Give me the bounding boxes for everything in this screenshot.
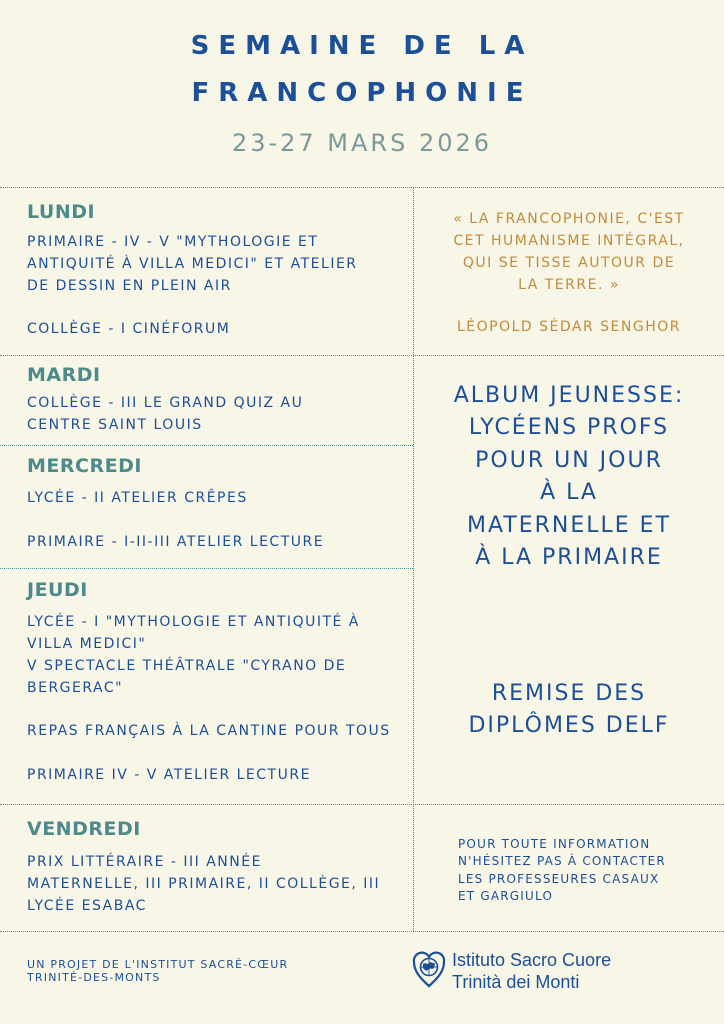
globe-heart-icon xyxy=(412,948,446,988)
mardi-line-1: COLLÈGE - III LE GRAND QUIZ AU xyxy=(27,395,304,411)
divider-mardi-mercredi xyxy=(0,445,413,446)
divider-mercredi-jeudi xyxy=(0,568,413,569)
footer-project-line-1: UN PROJET DE L'INSTITUT SACRÉ-CŒUR xyxy=(27,958,289,971)
divider-footer xyxy=(0,931,724,932)
album-line-5: MATERNELLE ET xyxy=(466,513,672,538)
jeudi-line-3: V SPECTACLE THÉÂTRALE "CYRANO DE xyxy=(27,658,347,674)
delf-line-2: DIPLÔMES DELF xyxy=(468,713,670,738)
footer-project-line-2: TRINITÉ-DES-MONTS xyxy=(27,971,161,984)
lundi-line-1: PRIMAIRE - IV - V "MYTHOLOGIE ET xyxy=(27,234,319,250)
info-line-1: POUR TOUTE INFORMATION xyxy=(458,837,651,851)
quote-author: LÉOPOLD SÉDAR SENGHOR xyxy=(456,319,681,335)
lundi-line-4: COLLÈGE - I CINÉFORUM xyxy=(27,321,231,337)
vendredi-line-2: MATERNELLE, III PRIMAIRE, II COLLÈGE, III xyxy=(27,876,381,892)
delf-line-1: REMISE DES xyxy=(491,681,647,706)
quote-line-4: LA TERRE. » xyxy=(518,277,620,293)
album-line-1: ALBUM JEUNESSE: xyxy=(453,383,685,408)
day-heading-jeudi: JEUDI xyxy=(27,579,88,601)
event-dates: 23-27 MARS 2026 xyxy=(231,129,493,157)
mardi-line-2: CENTRE SAINT LOUIS xyxy=(27,417,203,433)
vendredi-line-3: LYCÉE ESABAC xyxy=(27,898,147,914)
day-heading-mercredi: MERCREDI xyxy=(27,455,142,477)
logo-subtitle: Trinità dei Monti xyxy=(452,972,580,992)
jeudi-line-5: REPAS FRANÇAIS À LA CANTINE POUR TOUS xyxy=(27,723,391,739)
quote-line-2: CET HUMANISME INTÉGRAL, xyxy=(453,233,685,249)
divider-top xyxy=(0,187,724,188)
page-title-line2: FRANCOPHONIE xyxy=(191,78,533,108)
album-line-4: À LA xyxy=(540,480,598,505)
album-line-6: À LA PRIMAIRE xyxy=(475,545,663,570)
divider-jeudi-vendredi xyxy=(0,804,724,805)
jeudi-line-2: VILLA MEDICI" xyxy=(27,636,147,652)
quote-line-1: « LA FRANCOPHONIE, C'EST xyxy=(453,211,685,227)
album-line-3: POUR UN JOUR xyxy=(475,448,663,473)
divider-lundi-mardi xyxy=(0,355,724,356)
day-heading-vendredi: VENDREDI xyxy=(27,818,141,840)
day-heading-lundi: LUNDI xyxy=(27,201,96,223)
page-title-line1: SEMAINE DE LA xyxy=(190,31,534,61)
lundi-line-2: ANTIQUITÉ À VILLA MEDICI" ET ATELIER xyxy=(27,256,358,272)
jeudi-line-6: PRIMAIRE IV - V ATELIER LECTURE xyxy=(27,767,311,783)
quote-line-3: QUI SE TISSE AUTOUR DE xyxy=(462,255,676,271)
info-line-3: LES PROFESSEURES CASAUX xyxy=(458,872,660,886)
logo-name: Istituto Sacro Cuore xyxy=(452,950,612,970)
mercredi-line-1: LYCÉE - II ATELIER CRÊPES xyxy=(27,490,248,506)
jeudi-line-1: LYCÉE - I "MYTHOLOGIE ET ANTIQUITÉ À xyxy=(27,614,360,630)
mercredi-line-2: PRIMAIRE - I-II-III ATELIER LECTURE xyxy=(27,534,325,550)
album-line-2: LYCÉENS PROFS xyxy=(468,415,670,440)
jeudi-line-4: BERGERAC" xyxy=(27,680,124,696)
vendredi-line-1: PRIX LITTÉRAIRE - III ANNÉE xyxy=(27,854,262,870)
lundi-line-3: DE DESSIN EN PLEIN AIR xyxy=(27,278,232,294)
info-line-4: ET GARGIULO xyxy=(458,889,554,903)
day-heading-mardi: MARDI xyxy=(27,364,101,386)
info-line-2: N'HÉSITEZ PAS À CONTACTER xyxy=(458,854,666,868)
